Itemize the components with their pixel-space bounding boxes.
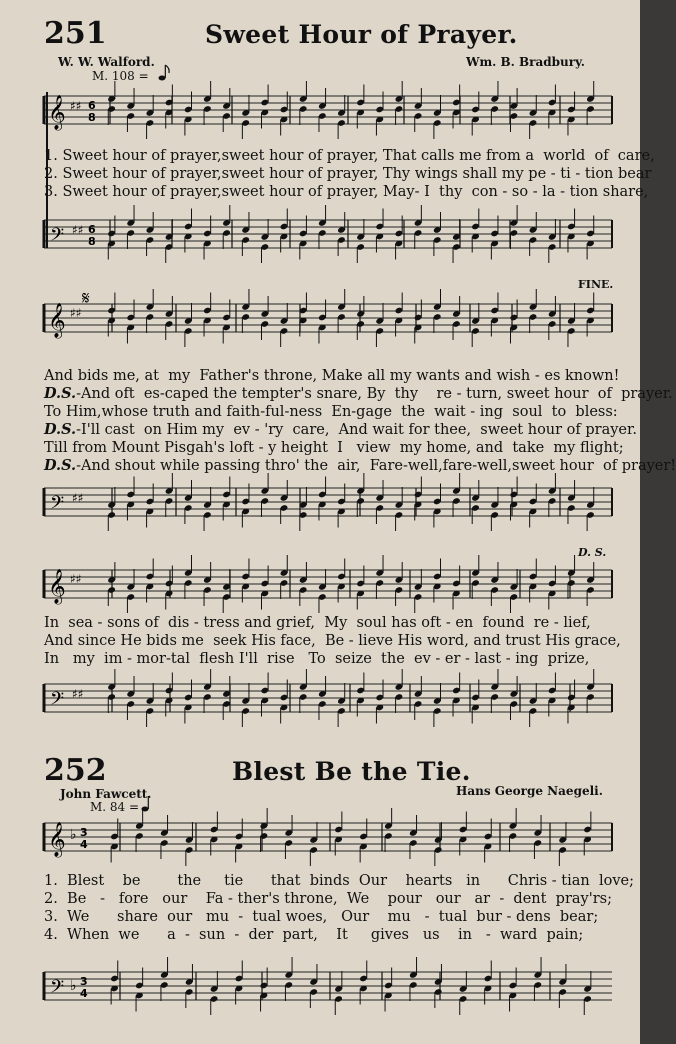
quarter-note-icon [141, 795, 153, 813]
lyric-line: D.S.-And shout while passing thro' the air, Fare-well,fare-well,sweet hour of prayer! [44, 457, 676, 474]
hymn-composer: Wm. B. Bradbury. [466, 55, 585, 69]
svg-text:3: 3 [80, 826, 88, 839]
hymn-composer: Hans George Naegeli. [456, 784, 603, 798]
svg-text:6: 6 [88, 223, 96, 236]
hymn-number: 251 [44, 16, 107, 51]
svg-text:𝄞: 𝄞 [48, 95, 66, 130]
svg-text:𝄋: 𝄋 [82, 288, 90, 309]
hymn-title: Blest Be the Tie. [232, 757, 471, 786]
svg-text:4: 4 [80, 838, 88, 851]
lyric-line: 3. We share our mu - tual woes, Our mu - tual bur - dens bear; [44, 909, 599, 925]
lyric-line: 3. Sweet hour of prayer,sweet hour of prayer, May- I thy con - so - la - tion share, [44, 184, 649, 200]
svg-text:♯♯: ♯♯ [72, 491, 84, 505]
svg-text:𝄢: 𝄢 [50, 689, 65, 714]
svg-text:8: 8 [88, 235, 96, 248]
treble-staff-2 [0, 290, 640, 350]
svg-text:𝄞: 𝄞 [48, 303, 66, 338]
svg-text:♯♯: ♯♯ [72, 223, 84, 237]
svg-text:𝄢: 𝄢 [50, 977, 65, 1002]
bass-staff-2 [0, 476, 640, 536]
treble-staff-1 [0, 88, 640, 148]
svg-text:4: 4 [80, 987, 88, 1000]
svg-text:♯♯: ♯♯ [70, 306, 82, 320]
treble-staff-4 [0, 813, 640, 873]
lyric-line: In sea - sons of dis - tress and grief, My soul has oft - en found re - lief, [44, 615, 591, 631]
svg-text:♯♯: ♯♯ [72, 687, 84, 701]
svg-text:𝄢: 𝄢 [50, 493, 65, 518]
bass-staff-1 [0, 206, 640, 266]
hymn-number: 252 [44, 753, 107, 788]
svg-text:𝄞: 𝄞 [48, 569, 66, 604]
lyric-line: And bids me, at my Father's throne, Make all my wants and wish - es known! [44, 368, 620, 384]
ds-marker: D. S. [578, 546, 607, 559]
metronome-mark: M. 108 = [92, 69, 149, 83]
svg-text:3: 3 [80, 975, 88, 988]
bass-staff-3 [0, 670, 640, 730]
lyric-line: D.S.-I'll cast on Him my ev - 'ry care, And wait for thee, sweet hour of prayer. [44, 421, 637, 438]
lyric-line: D.S.-And oft es-caped the tempter's snare, By thy re - turn, sweet hour of prayer. [44, 385, 673, 402]
lyric-line: To Him,whose truth and faith-ful-ness En-gage the wait - ing soul to bless: [44, 404, 618, 420]
lyric-line: And since He bids me seek His face, Be - lieve His word, and trust His grace, [44, 633, 621, 649]
lyric-line: Till from Mount Pisgah's loft - y height I view my home, and take my flight; [44, 440, 624, 456]
lyric-line: 2. Sweet hour of prayer,sweet hour of prayer, Thy wings shall my pe - ti - tion bear [44, 166, 652, 182]
fine-marker: FINE. [578, 278, 614, 291]
svg-text:6: 6 [88, 99, 96, 112]
lyric-line: 4. When we a - sun - der part, It gives us in - ward pain; [44, 927, 584, 943]
eighth-note-icon [158, 64, 172, 82]
svg-text:𝄞: 𝄞 [48, 822, 66, 857]
svg-text:♭: ♭ [70, 827, 77, 843]
svg-text:♯♯: ♯♯ [70, 572, 82, 586]
svg-text:♯♯: ♯♯ [70, 99, 82, 113]
treble-staff-3 [0, 556, 640, 616]
svg-text:♭: ♭ [70, 978, 77, 994]
hymn-author: W. W. Walford. [58, 55, 155, 69]
lyric-line: 1. Blest be the tie that binds Our hearts in Chris - tian love; [44, 873, 634, 889]
svg-text:𝄢: 𝄢 [50, 225, 65, 250]
metronome-mark: M. 84 = [90, 800, 140, 814]
lyric-line: 1. Sweet hour of prayer,sweet hour of prayer, That calls me from a world of care, [44, 148, 655, 164]
hymn-author: John Fawcett. [60, 787, 152, 801]
lyric-line: 2. Be - fore our Fa - ther's throne, We pour our ar - dent pray'rs; [44, 891, 612, 907]
hymn-title: Sweet Hour of Prayer. [205, 20, 518, 49]
lyric-line: In my im - mor-tal flesh I'll rise To seize the ev - er - last - ing prize, [44, 651, 590, 667]
bass-staff-4 [0, 958, 640, 1018]
svg-text:8: 8 [88, 111, 96, 124]
